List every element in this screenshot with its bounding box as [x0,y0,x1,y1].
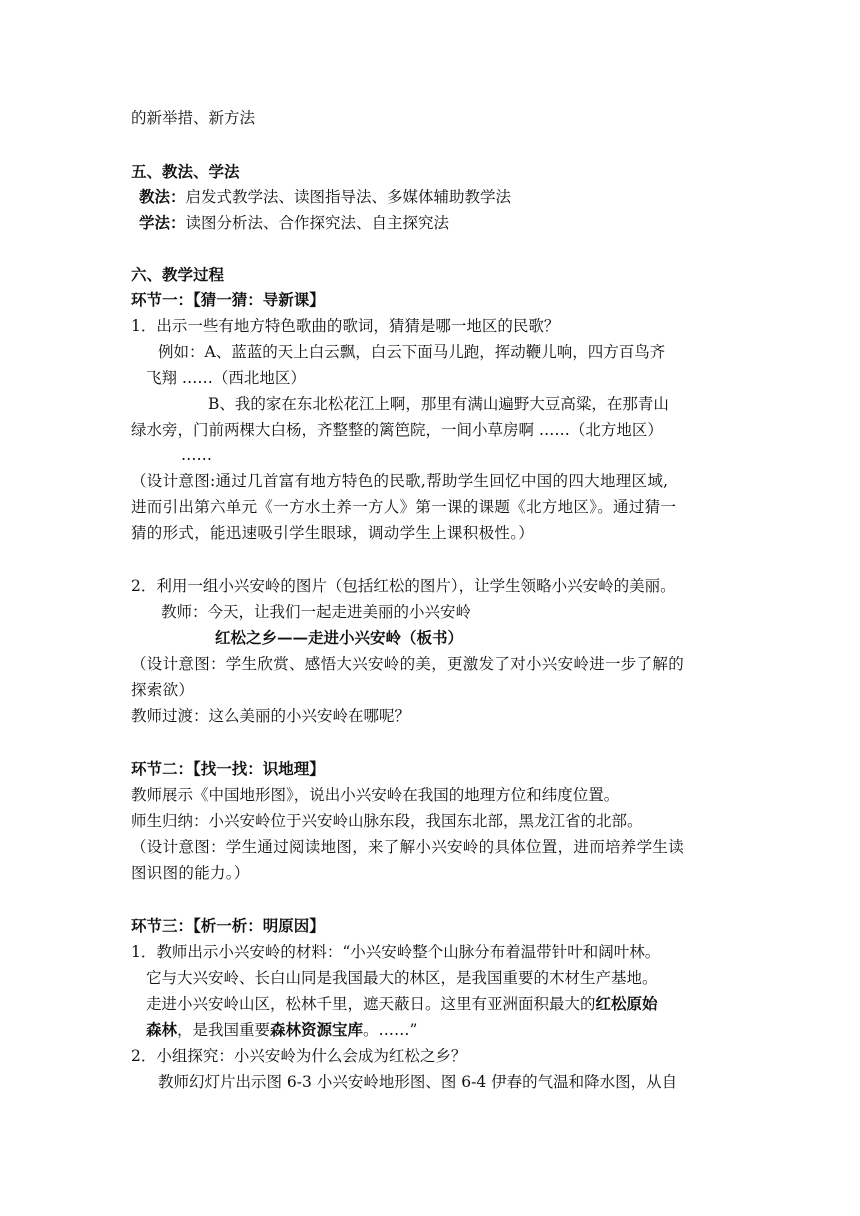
design-intent-note: （设计意图：学生欣赏、感悟大兴安岭的美，更激发了对小兴安岭进一步了解的 [131,655,685,673]
step-heading-3: 环节三：【析一析：明原因】 [131,916,325,935]
text-line: 1．出示一些有地方特色歌曲的歌词，猜猜是哪一地区的民歌？ [131,317,560,335]
text-line: 1．教师出示小兴安岭的材料：“小兴安岭整个山脉分布着温带针叶和阔叶林。 [131,943,661,961]
design-intent-note: （设计意图：学生通过阅读地图，来了解小兴安岭的具体位置，进而培养学生读 [131,838,685,856]
label-teaching-method: 教法： [139,187,186,206]
learning-method-text: 读图分析法、合作探究法、自主探究法 [185,214,450,232]
design-intent-note: 探索欲） [131,681,195,699]
section-heading-process: 六、教学过程 [131,265,225,284]
text-line: 2．利用一组小兴安岭的图片（包括红松的图片），让学生领略小兴安岭的美丽。 [131,577,676,595]
text-line: 的新举措、新方法 [131,109,256,127]
emphasis-text: 森林资源宝库 [270,1020,364,1039]
board-title: 红松之乡——走进小兴安岭（板书） [215,628,464,647]
text-line: 它与大兴安岭、长白山同是我国最大的林区，是我国重要的木材生产基地。 [146,969,658,987]
design-intent-note: 图识图的能力。） [131,864,250,882]
design-intent-note: （设计意图:通过几首富有地方特色的民歌,帮助学生回忆中国的四大地理区域, [131,472,669,490]
text-line: 飞翔 ……（西北地区） [146,369,306,387]
text-line [139,213,449,233]
text-line: 例如：A、蓝蓝的天上白云飘，白云下面马儿跑，挥动鞭儿响，四方百鸟齐 [158,343,666,361]
text-line: 教师展示《中国地形图》，说出小兴安岭在我国的地理方位和纬度位置。 [131,786,620,804]
section-heading-methods: 五、教法、学法 [131,162,240,181]
text-line: 师生归纳：小兴安岭位于兴安岭山脉东段，我国东北部，黑龙江省的北部。 [131,812,643,830]
emphasis-text: 红松原始 [595,994,658,1013]
text-line: 教师：今天，让我们一起走进美丽的小兴安岭 [161,603,472,621]
text-line: 走进小兴安岭山区，松林千里，遮天蔽日。这里有亚洲面积最大的红松原始 [146,994,658,1013]
text-line [139,187,511,207]
text-line: 教师幻灯片出示图 6-3 小兴安岭地形图、图 6-4 伊春的气温和降水图，从自 [158,1073,678,1091]
label-learning-method: 学法： [139,213,186,232]
step-heading-1: 环节一：【猜一猜：导新课】 [131,290,325,309]
emphasis-text: 森林 [146,1020,178,1039]
text-line: B、我的家在东北松花江上啊，那里有满山遍野大豆高粱，在那青山 [208,395,669,413]
teaching-method-text: 启发式教学法、读图指导法、多媒体辅助教学法 [185,188,512,206]
step-heading-2: 环节二：【找一找：识地理】 [131,759,325,778]
design-intent-note: 猜的形式，能迅速吸引学生眼球，调动学生上课积极性。） [131,524,535,542]
design-intent-note: 进而引出第六单元《一方水土养一方人》第一课的课题《北方地区》。通过猜一 [131,498,677,516]
text-line: 绿水旁，门前两棵大白杨，齐整整的篱笆院，一间小草房啊 ……（北方地区） [131,421,663,439]
text-line: 教师过渡：这么美丽的小兴安岭在哪呢？ [131,707,411,725]
text-line: …… [181,446,212,464]
text-line: 2．小组探究：小兴安岭为什么会成为红松之乡？ [131,1047,467,1065]
text-line: 森林，是我国重要森林资源宝库。……” [146,1020,418,1039]
